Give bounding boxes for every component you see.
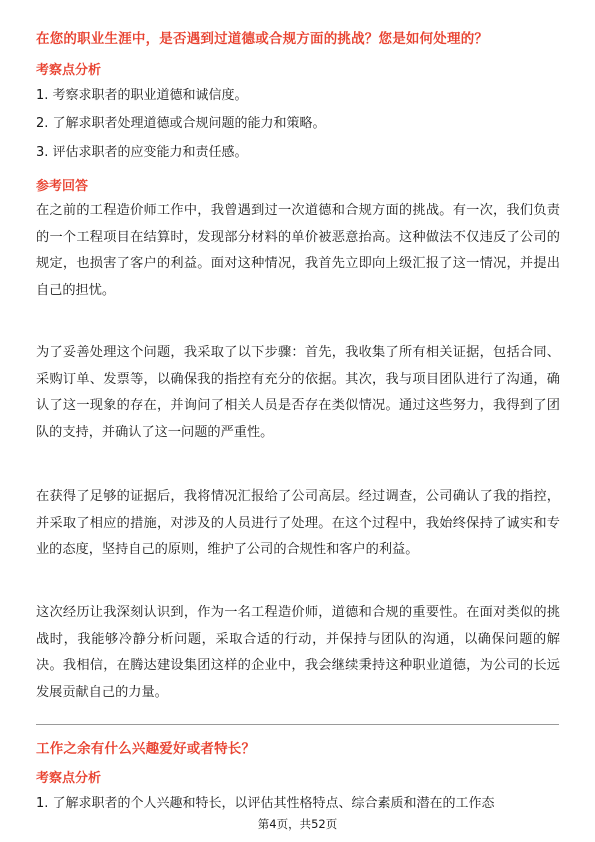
answer-paragraph-2: 为了妥善处理这个问题，我采取了以下步骤：首先，我收集了所有相关证据，包括合同、采购订单、发票等，以确保我的指控有充分的依据。其次，我与项目团队进行了沟通，确认了这一现象的存在，并询问了相关人员是否存在类似情况。通过这些努力，我得到了团队的支持，并确认了这一问题的严重性。 [36,345,560,440]
question-1-analysis-label: 考察点分析 [36,63,102,78]
answer-paragraph-3: 在获得了足够的证据后，我将情况汇报给了公司高层。经过调查，公司确认了我的指控，并采取了相应的措施，对涉及的人员进行了处理。在这个过程中，我始终保持了诚实和专业的态度，坚持自己的原则，维护了公司的合规性和客户的利益。 [36,489,560,558]
page-indicator: 第4页，共52页 [257,817,338,831]
section-divider [36,724,559,725]
question-1-answer-label: 参考回答 [36,179,89,194]
answer-paragraph-4: 这次经历让我深刻认识到，作为一名工程造价师，道德和合规的重要性。在面对类似的挑战时，我能够冷静分析问题，采取合适的行动，并保持与团队的沟通，以确保问题的解决。我相信，在腾达建设集团这样的企业中，我会继续秉持这种职业道德，为公司的长远发展贡献自己的力量。 [36,605,560,700]
question-2-title: 工作之余有什么兴趣爱好或者特长？ [36,741,256,757]
question-2-analysis-item-1: 1. 了解求职者的个人兴趣和特长，以评估其性格特点、综合素质和潜在的工作态 [36,796,495,811]
answer-paragraph-1: 在之前的工程造价师工作中，我曾遇到过一次道德和合规方面的挑战。有一次，我们负责的一个工程项目在结算时，发现部分材料的单价被恶意抬高。这种做法不仅违反了公司的规定，也损害了客户的利益。面对这种情况，我首先立即向上级汇报了这一情况，并提出自己的担忧。 [36,203,560,298]
question-1-title: 在您的职业生涯中，是否遇到过道德或合规方面的挑战？您是如何处理的？ [36,31,489,47]
question-1-analysis-item-2: 2. 了解求职者处理道德或合规问题的能力和策略。 [36,116,326,131]
question-1-analysis-item-3: 3. 评估求职者的应变能力和责任感。 [36,145,248,160]
question-1-analysis-item-1: 1. 考察求职者的职业道德和诚信度。 [36,88,248,103]
question-2-analysis-label: 考察点分析 [36,771,102,786]
